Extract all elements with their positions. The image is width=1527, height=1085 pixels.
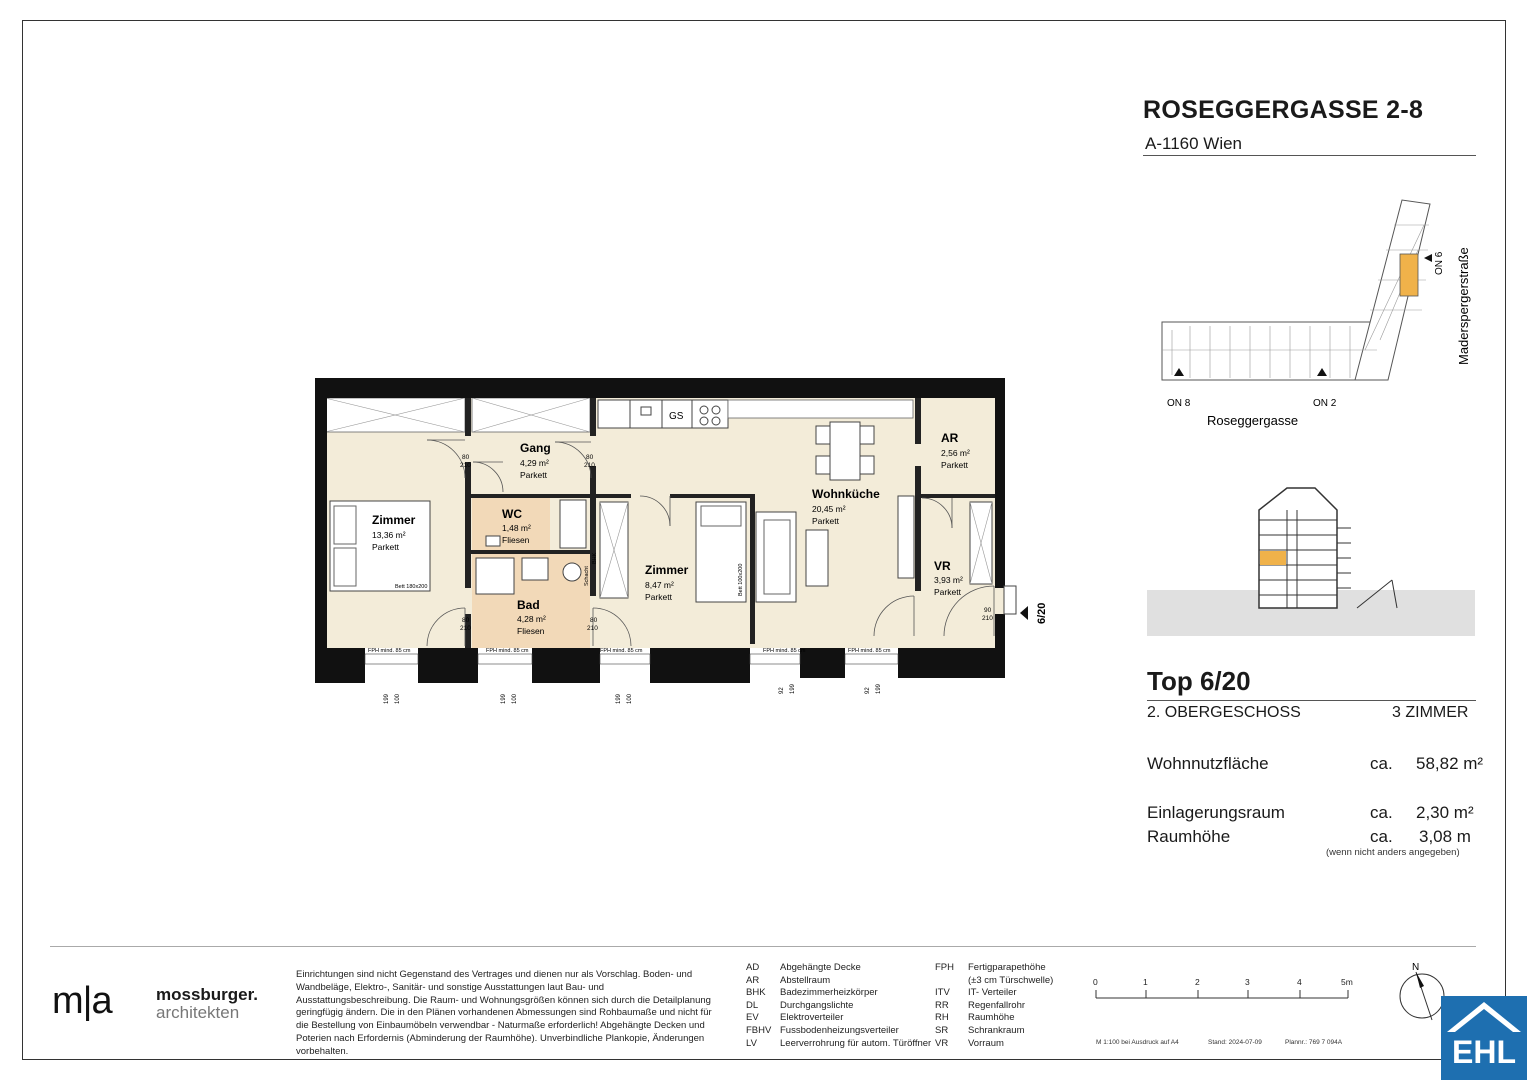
legend-text: Regenfallrohr xyxy=(968,999,1026,1011)
svg-text:Bad: Bad xyxy=(517,598,540,612)
legend-abbr: LV xyxy=(746,1037,757,1049)
door-label-80: 80 xyxy=(462,617,470,624)
legend-text: Vorraum xyxy=(968,1037,1004,1049)
north-label: N xyxy=(1412,962,1420,973)
header-rule xyxy=(1143,155,1476,156)
legend-abbr: RH xyxy=(935,1012,949,1024)
legend-abbr: SR xyxy=(935,1024,949,1036)
floor-plan xyxy=(310,376,1048,711)
svg-text:Fliesen: Fliesen xyxy=(502,535,530,545)
legend-text: Badezimmerheizkörper xyxy=(780,987,878,999)
svg-text:Parkett: Parkett xyxy=(934,587,961,597)
svg-text:1,48 m²: 1,48 m² xyxy=(502,523,531,533)
svg-text:AR: AR xyxy=(941,431,959,445)
dim-92: 92 xyxy=(779,687,785,694)
legend-text: IT- Verteiler xyxy=(968,987,1017,999)
entrance-on6: ON 6 xyxy=(1434,251,1445,275)
legend-text: Fussbodenheizungsverteiler xyxy=(780,1024,899,1036)
svg-text:3,93 m²: 3,93 m² xyxy=(934,575,963,585)
entry-label: 6/20 xyxy=(1036,602,1048,624)
site-plan xyxy=(1150,190,1480,435)
ehl-logo xyxy=(1441,996,1527,1080)
svg-text:13,36 m²: 13,36 m² xyxy=(372,530,406,540)
svg-text:Parkett: Parkett xyxy=(520,470,547,480)
svg-text:Zimmer: Zimmer xyxy=(372,513,416,527)
svg-text:Parkett: Parkett xyxy=(941,460,968,470)
svg-text:8,47 m²: 8,47 m² xyxy=(645,580,674,590)
unit-floor: 2. OBERGESCHOSS xyxy=(1147,704,1301,721)
legend-text: Leerverrohrung für autom. Türöffner xyxy=(780,1037,932,1049)
door-label-210: 210 xyxy=(584,462,595,469)
window-label: FPH mind. 85 cm xyxy=(486,648,529,654)
logo-mark: m|a xyxy=(52,980,112,1022)
schacht-label: Schacht xyxy=(584,566,590,586)
svg-text:Gang: Gang xyxy=(520,441,551,455)
north-arrow-icon xyxy=(1398,958,1446,1022)
logo-sub: architekten xyxy=(156,1003,240,1022)
legend-text: Abgehängte Decke xyxy=(780,962,861,973)
unit-top: Top 6/20 xyxy=(1147,666,1251,696)
dim-199: 199 xyxy=(616,693,622,704)
window-label: FPH mind. 85 cm xyxy=(763,648,806,654)
legend-abbr: EV xyxy=(746,1012,759,1024)
area-value-raumhoehe: 3,08 m xyxy=(1419,827,1471,846)
svg-text:WC: WC xyxy=(502,507,522,521)
legend-abbr: RR xyxy=(935,999,949,1011)
area-ca-nutz: ca. xyxy=(1370,754,1393,773)
unit-highlight xyxy=(1400,254,1418,296)
room-gang xyxy=(520,441,551,480)
disclaimer: Einrichtungen sind nicht Gegenstand des Vertrages und dienen nur als Vorschlag. Boden- und Wandbeläge, Elektro-, Sanitär- und sonstige Ausstattungen laut Bau- und Ausstattungsbeschreibung. Die Raum- und Wohnungsgrößen können sich durch die Detailplanung geringfügig ändern. Die in den Plänen vorhandenen Abmessungen sind Rohbaumaße und nicht für die Bestellung von Einbaumöbeln verwendbar - Naturmaße erforderlich! Abgehängte Decken und Poterien nach Erfordernis (Abminderung der Raumhöhe). Unverbindliche Plankopie, Änderungen vorbehalten. xyxy=(296,969,712,1057)
legend-text: Schrankraum xyxy=(968,1024,1025,1036)
page-title: ROSEGGERGASSE 2-8 xyxy=(1143,96,1424,124)
scale-bar xyxy=(1088,972,1368,1012)
window-label: FPH mind. 85 cm xyxy=(848,648,891,654)
gs-label: GS xyxy=(669,411,684,422)
svg-text:4,28 m²: 4,28 m² xyxy=(517,614,546,624)
area-label-raumhoehe: Raumhöhe xyxy=(1147,827,1231,846)
plan-number: Plannr.: 769 7 094A xyxy=(1285,1039,1343,1046)
unit-rule xyxy=(1147,700,1476,701)
svg-text:2,56 m²: 2,56 m² xyxy=(941,448,970,458)
legend-text: Abstellraum xyxy=(780,974,831,986)
svg-text:Parkett: Parkett xyxy=(372,542,399,552)
legend-abbr: ITV xyxy=(935,987,950,999)
legend-abbr: VR xyxy=(935,1037,949,1049)
legend-abbr: AD xyxy=(746,962,760,973)
legend-text: Durchgangslichte xyxy=(780,999,854,1011)
ehl-text: EHL xyxy=(1452,1034,1516,1070)
scale-tick: 4 xyxy=(1297,977,1302,987)
door-label-80: 80 xyxy=(462,454,470,461)
legend-text: Elektroverteiler xyxy=(780,1012,844,1024)
scale-tick: 1 xyxy=(1143,977,1148,987)
svg-text:Parkett: Parkett xyxy=(645,592,672,602)
area-value-einlagerung: 2,30 m² xyxy=(1416,803,1474,822)
door-label-90: 90 xyxy=(984,607,992,614)
door-label-210: 210 xyxy=(982,615,993,622)
svg-text:Fliesen: Fliesen xyxy=(517,626,545,636)
footer-rule xyxy=(50,946,1476,947)
street-maderspergerstrasse: Maderspergerstraße xyxy=(1456,247,1471,365)
unit-rooms: 3 ZIMMER xyxy=(1392,704,1469,721)
svg-text:4,29 m²: 4,29 m² xyxy=(520,458,549,468)
dim-199: 199 xyxy=(790,683,796,694)
dim-92: 92 xyxy=(865,687,871,694)
window-label: FPH mind. 85 cm xyxy=(368,648,411,654)
legend-text: (±3 cm Türschwelle) xyxy=(968,974,1054,986)
scale-tick: 2 xyxy=(1195,977,1200,987)
logo-name: mossburger. xyxy=(156,985,259,1004)
legend-abbr: AR xyxy=(746,974,760,986)
legend-abbr: FBHV xyxy=(746,1024,772,1036)
legend-text: Raumhöhe xyxy=(968,1012,1015,1024)
entrance-on8: ON 8 xyxy=(1167,398,1191,409)
bett1-label: Bett 180x200 xyxy=(395,584,428,590)
door-label-80: 80 xyxy=(590,617,598,624)
dim-100: 100 xyxy=(627,693,633,704)
door-label-210: 210 xyxy=(460,625,471,632)
area-value-nutz: 58,82 m² xyxy=(1416,754,1484,773)
legend-left xyxy=(746,962,931,1050)
legend-text: Fertigparapethöhe xyxy=(968,962,1046,973)
page-subtitle: A-1160 Wien xyxy=(1145,134,1243,153)
door-label-210: 210 xyxy=(587,625,598,632)
scale-tick: 3 xyxy=(1245,977,1250,987)
legend-abbr: BHK xyxy=(746,987,766,999)
bett2-label: Bett 100x200 xyxy=(738,563,744,596)
area-label-einlagerung: Einlagerungsraum xyxy=(1147,803,1285,822)
scale-tick: 5m xyxy=(1341,977,1353,987)
entrance-on2: ON 2 xyxy=(1313,398,1337,409)
street-roseggergasse: Roseggergasse xyxy=(1207,413,1299,428)
dim-100: 100 xyxy=(512,693,518,704)
svg-text:Wohnküche: Wohnküche xyxy=(812,487,880,501)
area-ca-raumhoehe: ca. xyxy=(1370,827,1393,846)
svg-text:VR: VR xyxy=(934,559,951,573)
dim-199: 199 xyxy=(501,693,507,704)
door-label-210: 210 xyxy=(460,462,471,469)
scale-note: M 1:100 bei Ausdruck auf A4 xyxy=(1096,1039,1179,1046)
legend-right xyxy=(935,962,1053,1050)
dim-199: 199 xyxy=(876,683,882,694)
dim-199: 199 xyxy=(384,693,390,704)
area-ca-einlagerung: ca. xyxy=(1370,803,1393,822)
svg-text:Parkett: Parkett xyxy=(812,516,839,526)
section-diagram xyxy=(1147,480,1477,640)
areas-note: (wenn nicht anders angegeben) xyxy=(1326,847,1460,858)
dim-100: 100 xyxy=(395,693,401,704)
window-label: FPH mind. 85 cm xyxy=(600,648,643,654)
scale-tick: 0 xyxy=(1093,977,1098,987)
legend-abbr: FPH xyxy=(935,962,954,973)
door-label-80: 80 xyxy=(586,454,594,461)
bhk-label: BHK xyxy=(592,552,598,564)
stand-date: Stand: 2024-07-09 xyxy=(1208,1039,1262,1046)
legend-abbr: DL xyxy=(746,999,759,1011)
svg-text:20,45 m²: 20,45 m² xyxy=(812,504,846,514)
area-label-nutz: Wohnnutzfläche xyxy=(1147,754,1269,773)
svg-text:Zimmer: Zimmer xyxy=(645,563,689,577)
section-highlight xyxy=(1260,551,1286,565)
